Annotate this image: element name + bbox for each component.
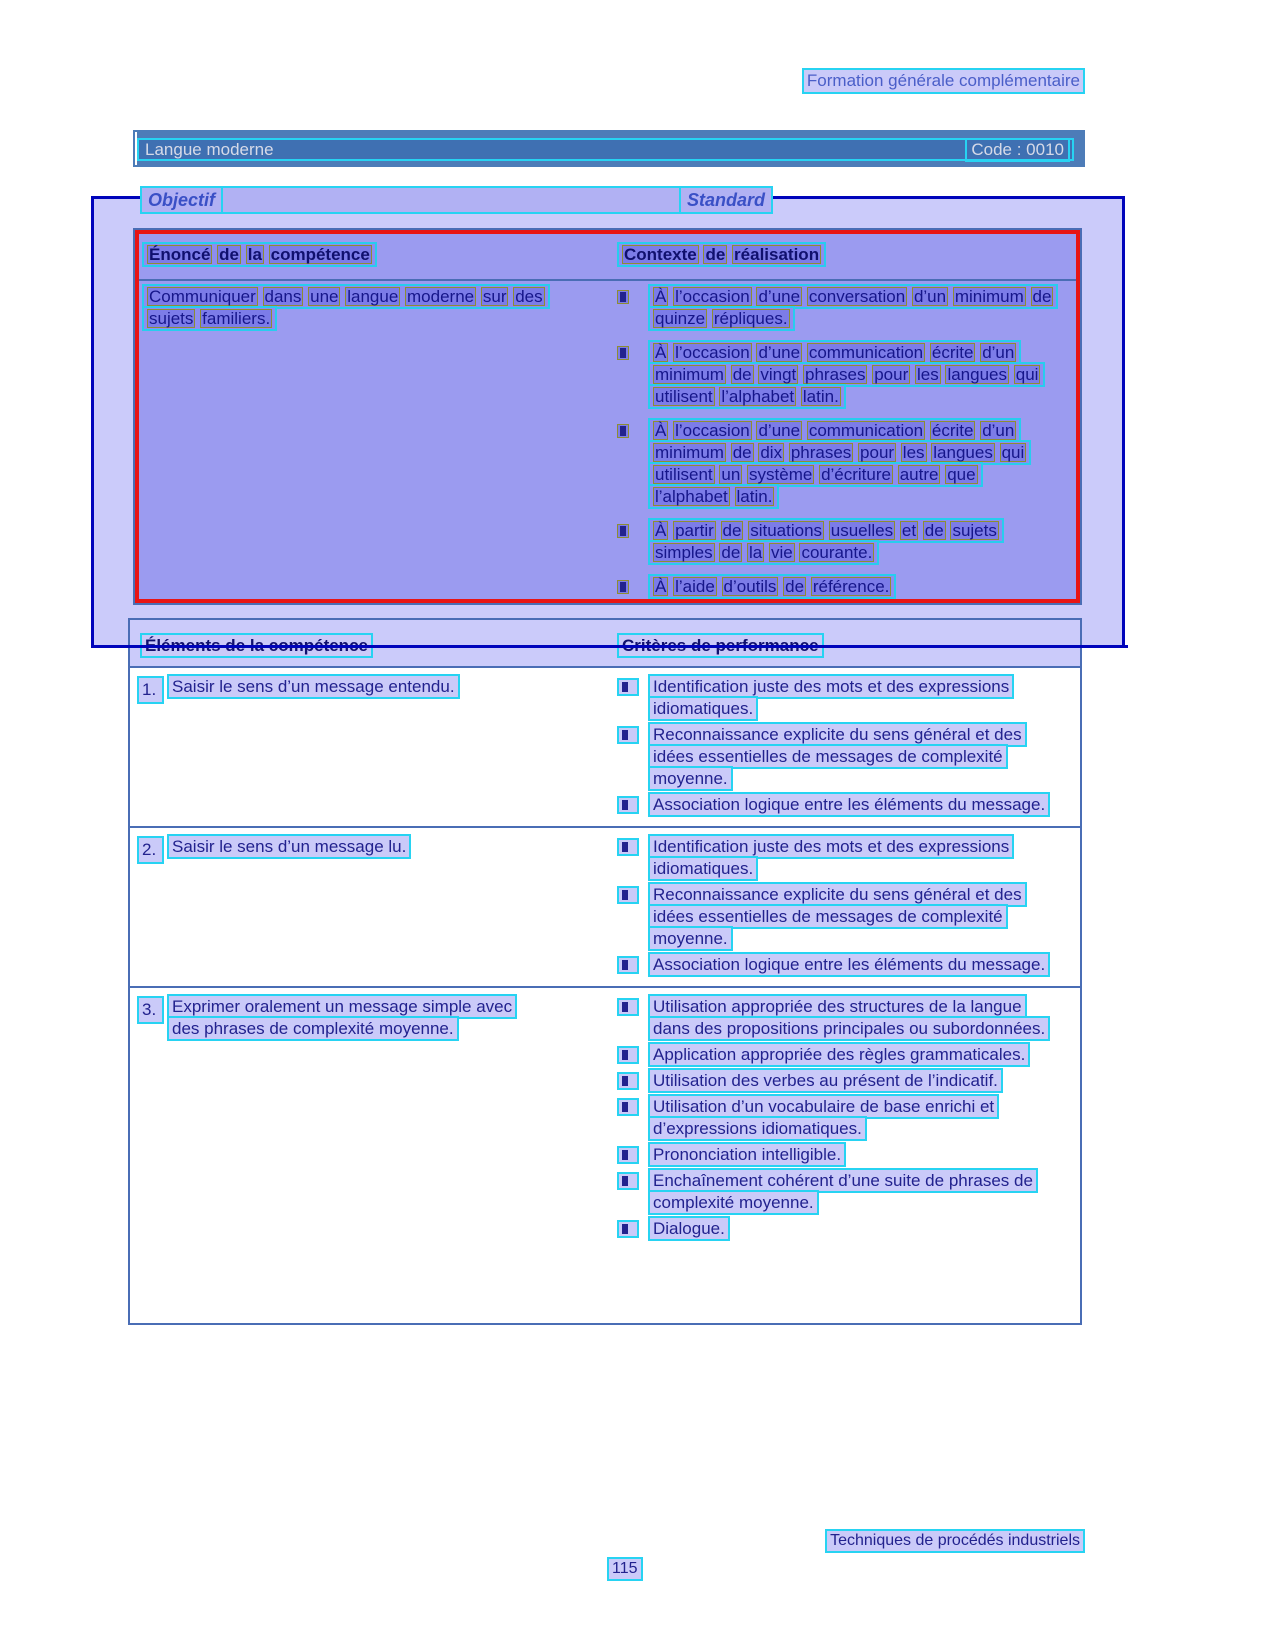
critere-bullet-text: Association logique entre les éléments du message.	[648, 792, 1050, 817]
bullet-marker	[617, 576, 648, 598]
word-box: Communiquer	[149, 287, 256, 306]
contexte-header	[617, 242, 826, 267]
contexte-bullet-text	[648, 340, 1045, 409]
word-box: un	[721, 465, 741, 484]
contexte-bullet-text	[648, 518, 1004, 565]
bullet-marker	[617, 836, 648, 858]
word-box: utilisent	[655, 387, 713, 406]
word-box: vingt	[760, 365, 797, 384]
course-code: Code : 0010	[965, 138, 1070, 162]
word-box: d’une	[758, 287, 801, 306]
word-box: moderne	[407, 287, 475, 306]
critere-bullet-text: Dialogue.	[648, 1216, 730, 1241]
word-box: la	[247, 245, 262, 264]
word-box: et	[901, 521, 917, 540]
word-box: de	[785, 577, 805, 596]
word-box: pour	[860, 443, 895, 462]
critere-bullet-text: Reconnaissance explicite du sens général et des idées essentielles de messages de complexité moyenne.	[648, 882, 1027, 951]
word-box: sujets	[149, 309, 194, 328]
word-box: conversation	[808, 287, 906, 306]
contexte-cell	[617, 286, 1076, 610]
contexte-bullet-text	[648, 418, 1031, 509]
word-box: minimum	[954, 287, 1024, 306]
word-box: communication	[808, 421, 924, 440]
footer-program-label: Techniques de procédés industriels	[825, 1529, 1085, 1553]
element-number: 1.	[137, 676, 167, 704]
enonce-text	[142, 284, 550, 331]
critere-bullet-text: Identification juste des mots et des expressions idiomatiques.	[648, 674, 1014, 721]
bullet-marker	[617, 342, 648, 364]
table1-body	[139, 281, 1076, 610]
critere-bullet-item	[617, 996, 1080, 1040]
word-box: d’un	[913, 287, 947, 306]
word-box: d’un	[982, 343, 1015, 362]
word-box: l’occasion	[675, 343, 750, 362]
word-box: l’aide	[675, 577, 715, 596]
criteres-cell	[617, 836, 1080, 980]
word-box: d’une	[758, 421, 801, 440]
word-box: d’écriture	[821, 465, 891, 484]
objectif-standard-row	[140, 186, 773, 214]
word-box: simples	[655, 543, 713, 562]
bullet-marker	[617, 286, 648, 308]
critere-bullet-item	[617, 1144, 1080, 1166]
criteres-cell	[617, 676, 1080, 820]
word-box: qui	[1015, 365, 1039, 384]
word-box: quinze	[655, 309, 706, 328]
element-number: 2.	[137, 836, 167, 864]
section-label: Formation générale complémentaire	[802, 68, 1085, 94]
panel-bottom-border	[91, 645, 1128, 648]
element-cell	[130, 676, 617, 820]
enonce-cell	[139, 286, 617, 610]
word-box: de	[721, 543, 741, 562]
bullet-marker	[617, 954, 648, 976]
table2-header-row	[130, 620, 1080, 668]
element-text: Exprimer oralement un message simple avec des phrases de complexité moyenne.	[167, 994, 517, 1041]
word-box: phrases	[805, 365, 866, 384]
word-box: partir	[675, 521, 714, 540]
critere-bullet-item	[617, 676, 1080, 720]
word-box: écrite	[931, 421, 974, 440]
word-box: d’un	[982, 421, 1015, 440]
contexte-bullet-item	[617, 342, 1076, 408]
word-box: compétence	[270, 245, 370, 264]
table1-header-cell-2	[617, 244, 1076, 266]
critere-bullet-text: Utilisation d’un vocabulaire de base enrichi et d’expressions idiomatiques.	[648, 1094, 999, 1141]
word-box: usuelles	[830, 521, 894, 540]
title-bar	[133, 130, 1085, 167]
competence-row	[130, 668, 1080, 828]
word-box: autre	[899, 465, 939, 484]
element-text: Saisir le sens d’un message lu.	[167, 834, 411, 859]
title-bar-highlight	[137, 138, 1074, 161]
competence-row	[130, 988, 1080, 1323]
word-box: de	[924, 521, 944, 540]
word-box: Contexte	[624, 245, 697, 264]
word-box: une	[310, 287, 339, 306]
bullet-marker	[617, 1096, 648, 1118]
enonce-contexte-table	[133, 228, 1082, 605]
word-box: qui	[1001, 443, 1025, 462]
word-box: À	[655, 421, 667, 440]
word-box: À	[655, 521, 667, 540]
word-box: système	[749, 465, 813, 484]
contexte-bullet-item	[617, 576, 1076, 598]
bullet-marker	[617, 520, 648, 542]
critere-bullet-item	[617, 1070, 1080, 1092]
word-box: phrases	[790, 443, 852, 462]
bullet-marker	[617, 1070, 648, 1092]
critere-bullet-item	[617, 1044, 1080, 1066]
contexte-bullet-text	[648, 284, 1058, 331]
critere-bullet-item	[617, 836, 1080, 880]
word-box: communication	[808, 343, 924, 362]
critere-bullet-item	[617, 884, 1080, 950]
element-cell	[130, 996, 617, 1317]
word-box: l’alphabet	[655, 487, 728, 506]
word-box: réalisation	[734, 245, 820, 264]
critere-bullet-text: Enchaînement cohérent d’une suite de phrases de complexité moyenne.	[648, 1168, 1038, 1215]
word-box: À	[655, 577, 667, 596]
critere-bullet-item	[617, 724, 1080, 790]
word-box: de	[705, 245, 726, 264]
word-box: la	[749, 543, 763, 562]
word-box: référence.	[812, 577, 890, 596]
word-box: de	[732, 443, 752, 462]
elements-criteres-table	[128, 618, 1082, 1325]
table1-header-row	[139, 234, 1076, 281]
critere-bullet-item	[617, 1218, 1080, 1240]
bullet-marker	[617, 996, 648, 1018]
bullet-marker	[617, 794, 648, 816]
word-box: répliques.	[713, 309, 788, 328]
word-box: l’alphabet	[721, 387, 795, 406]
table1-red-frame	[135, 230, 1080, 603]
bullet-marker	[617, 1218, 648, 1240]
standard-heading: Standard	[679, 186, 773, 214]
element-number: 3.	[137, 996, 167, 1024]
critere-bullet-text: Identification juste des mots et des expressions idiomatiques.	[648, 834, 1014, 881]
word-box: pour	[874, 365, 909, 384]
critere-bullet-text: Association logique entre les éléments du message.	[648, 952, 1050, 977]
bullet-marker	[617, 1170, 648, 1192]
contexte-bullet-item	[617, 420, 1076, 508]
word-box: langue	[347, 287, 399, 306]
word-box: des	[515, 287, 543, 306]
bullet-marker	[617, 420, 648, 442]
word-box: À	[655, 343, 667, 362]
objectif-heading: Objectif	[140, 186, 223, 214]
word-box: minimum	[655, 365, 724, 384]
critere-bullet-text: Utilisation des verbes au présent de l’indicatif.	[648, 1068, 1003, 1093]
word-box: d’outils	[723, 577, 777, 596]
word-box: l’occasion	[675, 287, 750, 306]
word-box: de	[722, 521, 742, 540]
element-cell	[130, 836, 617, 980]
word-box: dix	[760, 443, 783, 462]
word-box: de	[732, 365, 752, 384]
word-box: dans	[264, 287, 302, 306]
table2-rows	[130, 668, 1080, 1323]
contexte-bullet-item	[617, 286, 1076, 330]
critere-bullet-item	[617, 954, 1080, 976]
critere-bullet-text: Application appropriée des règles grammaticales.	[648, 1042, 1030, 1067]
word-box: écrite	[931, 343, 974, 362]
word-box: latin.	[736, 487, 773, 506]
competence-row	[130, 828, 1080, 988]
word-box: situations	[750, 521, 823, 540]
critere-bullet-item	[617, 794, 1080, 816]
word-box: Énoncé	[149, 245, 211, 264]
word-box: langues	[947, 365, 1008, 384]
word-box: À	[655, 287, 667, 306]
table1-header-cell-1	[139, 244, 617, 266]
word-box: les	[916, 365, 939, 384]
word-box: latin.	[802, 387, 839, 406]
course-title: Langue moderne	[145, 139, 274, 159]
contexte-bullet-item	[617, 520, 1076, 564]
bullet-marker	[617, 1044, 648, 1066]
word-box: l’occasion	[675, 421, 750, 440]
word-box: d’une	[758, 343, 801, 362]
word-box: minimum	[655, 443, 724, 462]
word-box: vie	[770, 543, 793, 562]
bullet-marker	[617, 676, 648, 698]
word-box: sujets	[952, 521, 997, 540]
word-box: sur	[482, 287, 507, 306]
enonce-header	[142, 242, 377, 267]
word-box: de	[1032, 287, 1052, 306]
word-box: courante.	[801, 543, 873, 562]
page-number: 115	[607, 1557, 643, 1581]
critere-bullet-item	[617, 1170, 1080, 1214]
word-box: utilisent	[655, 465, 713, 484]
critere-bullet-text: Reconnaissance explicite du sens général et des idées essentielles de messages de complexité moyenne.	[648, 722, 1027, 791]
word-box: familiers.	[202, 309, 271, 328]
criteres-cell	[617, 996, 1080, 1317]
element-text: Saisir le sens d’un message entendu.	[167, 674, 460, 699]
bullet-marker	[617, 724, 648, 746]
critere-bullet-text: Prononciation intelligible.	[648, 1142, 846, 1167]
word-box: langues	[933, 443, 993, 462]
word-box: de	[219, 245, 239, 264]
word-box: les	[902, 443, 925, 462]
critere-bullet-text: Utilisation appropriée des structures de la langue dans des propositions principales ou subordonnées.	[648, 994, 1050, 1041]
contexte-bullet-text	[648, 574, 896, 599]
critere-bullet-item	[617, 1096, 1080, 1140]
bullet-marker	[617, 1144, 648, 1166]
bullet-marker	[617, 884, 648, 906]
word-box: que	[947, 465, 976, 484]
